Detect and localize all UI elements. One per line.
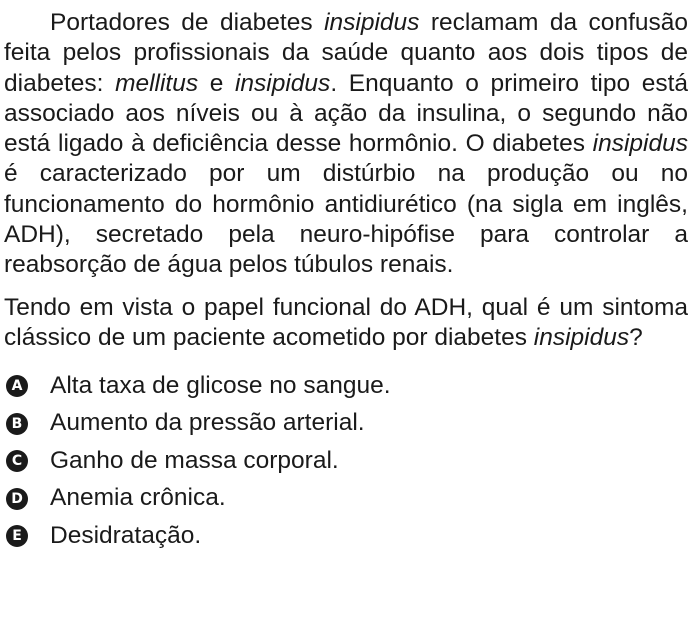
option-letter-b-icon: B (6, 413, 28, 435)
option-e[interactable] (4, 517, 688, 555)
option-c[interactable] (4, 442, 688, 480)
passage-italic-term: mellitus (115, 69, 199, 97)
option-letter-a-icon: A (6, 375, 28, 397)
passage-paragraph (4, 8, 688, 281)
question-text: ? (629, 323, 643, 351)
option-e-text: Desidratação. (50, 521, 202, 549)
option-d[interactable] (4, 480, 688, 518)
option-c-text: Ganho de massa corporal. (50, 446, 339, 474)
passage-italic-term: insipidus (592, 130, 688, 158)
passage-text: reclamam da confusão feita pelos profissionais da saúde quanto aos dois tipos de diabetes: (4, 9, 688, 97)
option-b-text: Aumento da pressão arterial. (50, 409, 365, 437)
option-letter-d-icon: D (6, 488, 28, 510)
passage-italic-term: insipidus (324, 9, 420, 36)
passage-text: Portadores de diabetes (50, 9, 325, 36)
option-letter-e-icon: E (6, 525, 28, 547)
option-a-text: Alta taxa de glicose no sangue. (50, 371, 391, 399)
passage-text: . Enquanto o primeiro tipo está associado aos níveis ou à ação da insulina, o segundo não está ligado à deficiência desse hormônio. O diabetes (4, 69, 689, 158)
option-a[interactable] (4, 367, 688, 405)
option-d-text: Anemia crônica. (50, 484, 226, 512)
passage-italic-term: insipidus (234, 69, 331, 97)
option-letter-c-icon: C (6, 450, 28, 472)
passage-text: e (198, 69, 235, 97)
question-stem (4, 293, 688, 354)
question-italic-term: insipidus (533, 323, 630, 351)
answer-options (4, 367, 688, 555)
passage-text: é caracterizado por um distúrbio na produção ou no funcionamento do hormônio antidiurético (na sigla em inglês, ADH), secretado pela neuro-hipófise para controlar a reabsorção de água pelos túbulos renais. (4, 160, 688, 279)
option-b[interactable] (4, 405, 688, 443)
question-text: Tendo em vista o papel funcional do ADH, qual é um sintoma clássico de um paciente acometido por diabetes (4, 293, 688, 351)
